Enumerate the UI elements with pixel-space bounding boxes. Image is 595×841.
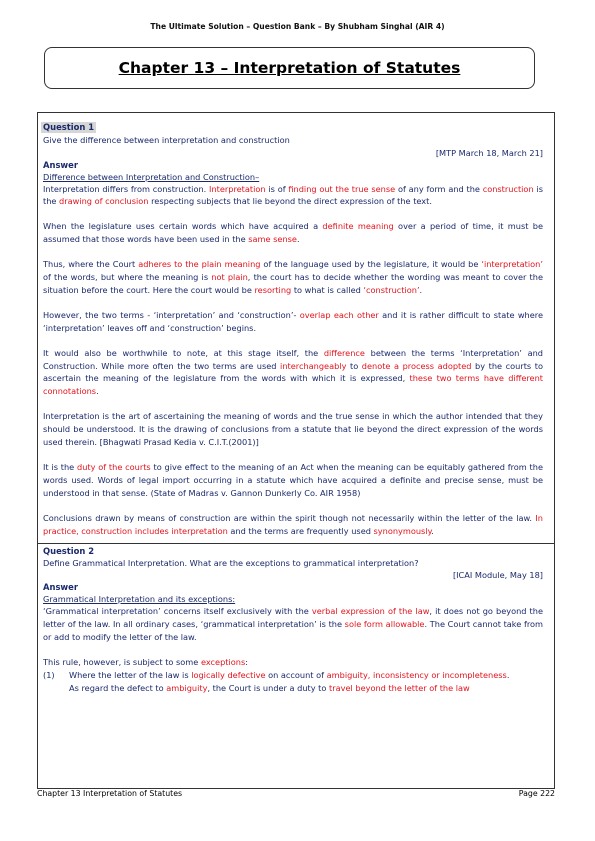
highlighted-text: duty of the courts (77, 462, 151, 472)
text-segment: . (296, 234, 300, 245)
question-2-label: Question 2 (43, 545, 95, 556)
question-1-text: Give the difference between interpretation and construction (43, 135, 290, 145)
exception-1-text (69, 669, 543, 682)
chapter-title-box (44, 47, 535, 89)
list-number: (1) (43, 669, 55, 680)
question-1-block (38, 113, 554, 543)
answer-1-paragraph-5 (43, 347, 543, 399)
text-segment: This rule, however, is subject to some (43, 656, 201, 667)
highlighted-text: logically defective (191, 669, 266, 680)
text-segment: It would also be worthwhile to note, at this stage itself, the (43, 347, 324, 358)
text-segment: When the legislature uses certain words which have acquired a (43, 221, 323, 232)
highlighted-text: difference (323, 347, 365, 358)
text-segment: of the words, but where the meaning is (43, 272, 212, 283)
highlighted-text: synonymously (373, 525, 432, 536)
answer-2-label: Answer (43, 582, 78, 593)
text-segment: Interpretation differs from construction. (43, 183, 210, 194)
answer-1-paragraph-3 (43, 258, 543, 297)
text-segment: over a period of time, it must be assumed that those words have been used in the (43, 221, 544, 245)
answer-1-paragraph-8 (43, 512, 543, 538)
answer-2-paragraph-2 (43, 656, 543, 669)
text-segment: , it does not go beyond the letter of the law. In all ordinary cases, ‘grammatical interpretation’ is the (43, 606, 543, 629)
highlighted-text: ambiguity, inconsistency or incompleteness (326, 669, 507, 680)
highlighted-text: sole form allowable (344, 618, 425, 629)
highlighted-text: not plain (211, 272, 248, 283)
text-segment: to (346, 360, 362, 371)
answer-1-paragraph-7 (43, 461, 543, 500)
content-frame (37, 112, 555, 789)
answer-2-subtitle: Grammatical Interpretation and its exceptions: (43, 594, 236, 605)
text-segment: to give effect to the meaning of an Act when the meaning can be equitably gathered from the words used. Words of legal import occurring in a statute which have acquired a definite and precise sense, must be understood in that sense. (State of Madras v. Gannon Dunkerly Co. AIR 1958) (43, 462, 543, 498)
text-segment: to what is called (291, 284, 364, 295)
text-segment: , the court has to decide whether the wording was meant to cover the situation before the court. Here the court would be (43, 272, 543, 295)
highlighted-text: same sense (248, 234, 297, 245)
text-segment: ‘Grammatical interpretation’ concerns itself exclusively with the (43, 606, 312, 617)
highlighted-text: In practice, construction includes interpretation (43, 512, 543, 536)
text-segment: is the (43, 183, 543, 207)
answer-2-paragraph-1 (43, 605, 543, 644)
text-segment: As regard the defect to (69, 682, 167, 693)
highlighted-text: adheres to the plain meaning (138, 259, 261, 270)
highlighted-text: ‘interpretation’ (481, 259, 543, 270)
question-1-label: Question 1 (43, 122, 95, 132)
highlighted-text: Interpretation (209, 183, 266, 194)
text-segment: : (245, 656, 248, 667)
text-segment: and it is rather difficult to state where ‘interpretation’ leaves off and ‘construction’ begins. (43, 309, 543, 333)
question-2-reference: [ICAI Module, May 18] (452, 570, 543, 581)
highlighted-text: these two terms have different connotations (43, 373, 543, 397)
text-segment: It is the (43, 462, 77, 472)
highlighted-text: construction (482, 183, 534, 194)
question-2-block (38, 543, 554, 695)
question-2-text: Define Grammatical Interpretation. What are the exceptions to grammatical interpretation? (43, 557, 419, 568)
answer-1-paragraph-4 (43, 309, 543, 335)
highlighted-text: resorting (254, 284, 292, 295)
text-segment: . (419, 284, 423, 295)
text-segment: by the courts to ascertain the meaning of the legislature from the words with which it is expressed, (43, 360, 543, 384)
question-1-reference: [MTP March 18, March 21] (435, 147, 543, 158)
answer-1-paragraph-1 (43, 183, 543, 209)
highlighted-text: ambiguity (166, 682, 208, 693)
highlighted-text: travel beyond the letter of the law (329, 682, 470, 693)
highlighted-text: overlap each other (299, 309, 379, 320)
answer-1-paragraph-6 (43, 410, 543, 449)
highlighted-text: denote a process adopted (361, 360, 472, 371)
highlighted-text: finding out the true sense (288, 183, 396, 194)
text-segment: on account of (265, 669, 327, 680)
text-segment: and the terms are frequently used (227, 525, 374, 536)
text-segment: respecting subjects that lie beyond the direct expression of the text. (148, 196, 432, 207)
text-segment: Conclusions drawn by means of construction are within the spirit though not necessarily within the letter of the law. (43, 512, 536, 523)
text-segment: Interpretation is the art of ascertaining the meaning of words and the true sense in which the author intended that they should be understood. It is the drawing of conclusions from a statute that lie beyond the direct expression of the words used therein. [Bhagwati Prasad Kedia v. C.I.T.(2001)] (43, 411, 543, 448)
text-segment: is of (265, 183, 289, 194)
highlighted-text: drawing of conclusion (59, 196, 149, 207)
answer-1-subtitle: Difference between Interpretation and Construction– (43, 171, 260, 182)
highlighted-text: definite meaning (322, 221, 394, 232)
text-segment: . (96, 386, 99, 397)
text-segment: of any form and the (395, 183, 483, 194)
exception-1-continuation (69, 682, 543, 695)
chapter-title: Chapter 13 – Interpretation of Statutes (118, 59, 461, 77)
highlighted-text: interchangeably (280, 360, 347, 371)
answer-1-label: Answer (43, 159, 78, 170)
document-header: The Ultimate Solution – Question Bank – By Shubham Singhal (AIR 4) (150, 22, 445, 31)
document-footer (37, 789, 555, 803)
highlighted-text: ‘construction’ (363, 284, 420, 295)
text-segment: . The Court cannot take from or add to modify the letter of the law. (43, 618, 544, 642)
exception-list-item-1 (43, 669, 543, 695)
footer-chapter-label: Chapter 13 Interpretation of Statutes (37, 789, 183, 798)
text-segment: Where the letter of the law is (69, 669, 192, 680)
text-segment: between the terms ‘Interpretation’ and Construction. While more often the two terms are used (43, 347, 543, 371)
text-segment: . (431, 525, 434, 536)
footer-page-number: Page 222 (518, 789, 555, 798)
text-segment: . (506, 669, 510, 680)
text-segment: , the Court is under a duty to (207, 682, 330, 693)
answer-1-paragraph-2 (43, 220, 543, 246)
text-segment: However, the two terms - ‘interpretation’ and ‘construction’- (43, 309, 300, 320)
highlighted-text: exceptions (200, 656, 246, 667)
text-segment: of the language used by the legislature, it would be (260, 259, 482, 270)
highlighted-text: verbal expression of the law (311, 606, 430, 617)
text-segment: Thus, where the Court (43, 259, 139, 270)
